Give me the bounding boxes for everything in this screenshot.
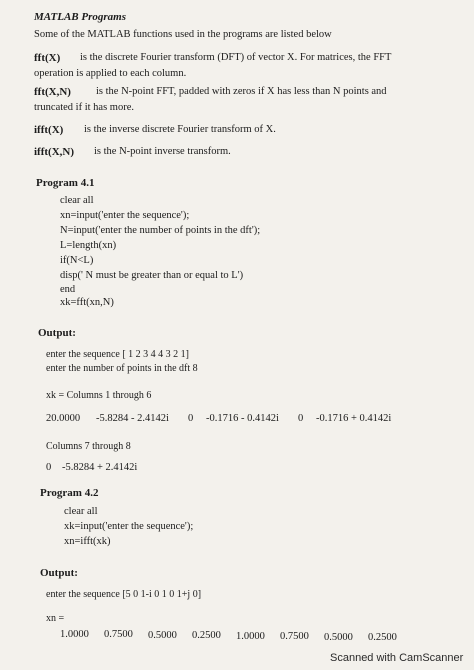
program-1-code-line: L=length(xn): [60, 240, 117, 251]
output-1-line: enter the number of points in the dft 8: [46, 363, 198, 374]
function-desc-fft-cont: operation is applied to each column.: [34, 68, 187, 79]
output-1-values-row: [46, 414, 446, 427]
output-1-line: xk = Columns 1 through 6: [46, 390, 152, 401]
program-2-code-line: xn=ifft(xk): [64, 536, 111, 547]
function-desc-fft-n: is the N-point FFT, padded with zeros if X has less than N points and: [96, 86, 387, 97]
output-2-heading: Output:: [40, 567, 78, 579]
function-desc-fft-n-cont: truncated if it has more.: [34, 102, 135, 113]
output-value: 1.0000: [60, 629, 89, 640]
output-value: -0.1716 - 0.4142i: [206, 413, 279, 424]
output-value: 0.5000: [148, 630, 177, 641]
function-desc-ifft: is the inverse discrete Fourier transform of X.: [84, 124, 276, 135]
output-value: 0.5000: [324, 632, 353, 643]
program-1-code-line: end: [60, 284, 76, 295]
scanner-watermark: Scanned with CamScanner: [330, 652, 464, 664]
output-value: 0.7500: [104, 629, 133, 640]
output-value: -5.8284 + 2.4142i: [62, 462, 138, 473]
function-desc-ifft-n: is the N-point inverse transform.: [94, 146, 231, 157]
function-name-fft-n: fft(X,N): [34, 86, 71, 98]
function-name-ifft-n: ifft(X,N): [34, 146, 75, 158]
program-1-code-line: clear all: [60, 195, 94, 206]
output-value: -0.1716 + 0.4142i: [316, 413, 392, 424]
output-value: 0.2500: [192, 630, 221, 641]
output-value: -5.8284 - 2.4142i: [96, 413, 169, 424]
program-2-code-line: clear all: [64, 506, 98, 517]
program-1-code-line: if(N<L): [60, 255, 94, 266]
program-1-code-line: N=input('enter the number of points in the dft');: [60, 225, 261, 236]
output-2-line: xn =: [46, 613, 65, 624]
program-2-heading: Program 4.2: [40, 487, 99, 499]
function-desc-fft: is the discrete Fourier transform (DFT) of vector X. For matrices, the FFT: [80, 52, 392, 63]
function-name-ifft: ifft(X): [34, 124, 64, 136]
output-1-line: enter the sequence [ 1 2 3 4 4 3 2 1]: [46, 349, 190, 360]
program-1-code-line: xk=fft(xn,N): [60, 297, 114, 308]
function-name-fft: fft(X): [34, 52, 61, 64]
program-1-heading: Program 4.1: [36, 177, 95, 189]
output-1-line: Columns 7 through 8: [46, 441, 131, 452]
page-title: MATLAB Programs: [34, 11, 126, 23]
output-1-values-row-2: [46, 463, 246, 476]
output-value: 0: [46, 462, 52, 473]
output-value: 0.2500: [368, 632, 397, 643]
output-value: 1.0000: [236, 631, 265, 642]
output-1-heading: Output:: [38, 327, 76, 339]
output-2-values-row: [60, 630, 470, 646]
program-1-code-line: xn=input('enter the sequence');: [60, 210, 190, 221]
program-2-code-line: xk=input('enter the sequence');: [64, 521, 194, 532]
intro-text: Some of the MATLAB functions used in the programs are listed below: [34, 29, 332, 40]
output-value: 0: [188, 413, 194, 424]
output-value: 0: [298, 413, 304, 424]
output-value: 0.7500: [280, 631, 309, 642]
output-2-line: enter the sequence [5 0 1-i 0 1 0 1+j 0]: [46, 589, 202, 600]
program-1-code-line: disp(' N must be greater than or equal to L'): [60, 270, 244, 281]
output-value: 20.0000: [46, 413, 81, 424]
